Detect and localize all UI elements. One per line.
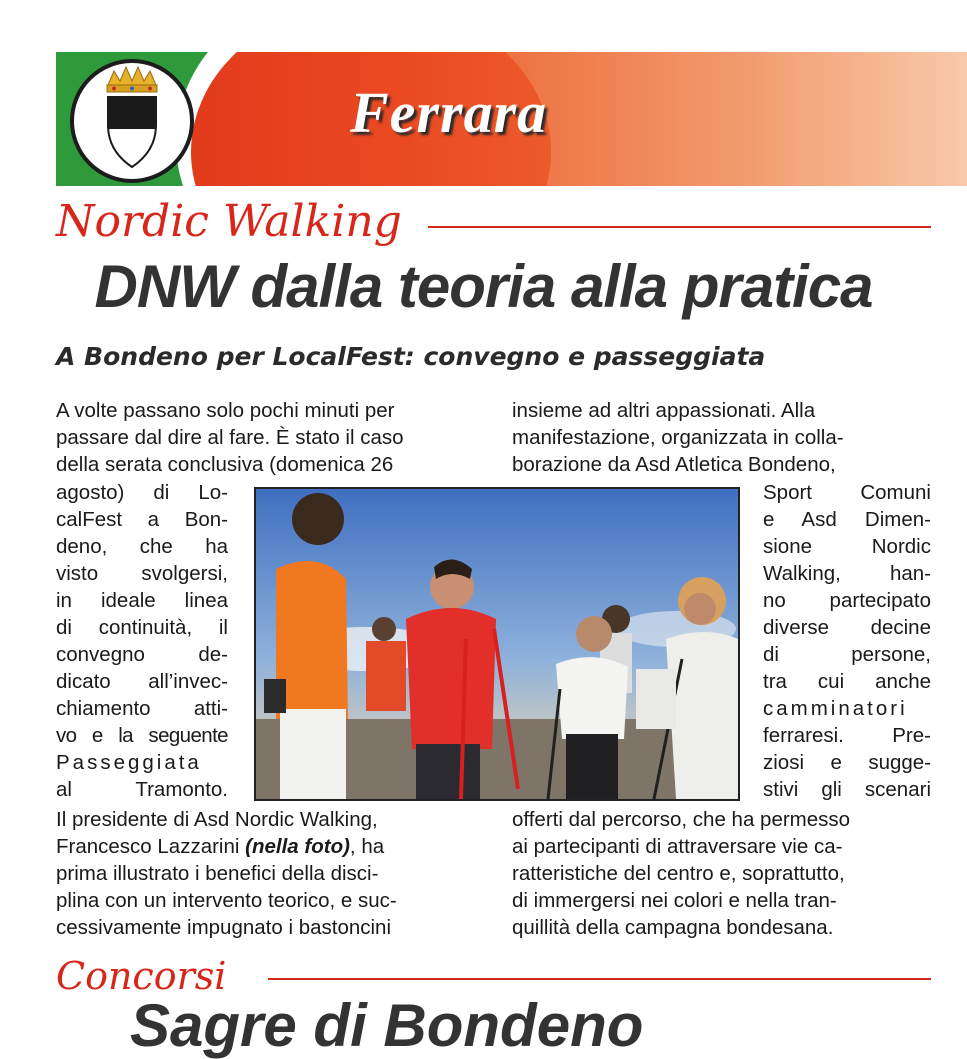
- text-line: vo e la seguente: [56, 724, 228, 747]
- text-line: Sport Comuni: [763, 481, 931, 504]
- text-line: A volte passano solo pochi minuti per: [56, 399, 395, 422]
- text-line: diverse decine: [763, 616, 931, 639]
- article-photo: [254, 487, 740, 801]
- text-line: della serata conclusiva (domenica 26: [56, 453, 394, 476]
- next-section-kicker: Concorsi: [56, 954, 227, 998]
- text-line: in ideale linea: [56, 589, 228, 612]
- text-line: deno, che ha: [56, 535, 228, 558]
- next-section-rule: [268, 978, 931, 980]
- text-line: agosto) di Lo-: [56, 481, 228, 504]
- section-kicker: Nordic Walking: [56, 196, 402, 247]
- text-line: quillità della campagna bondesana.: [512, 916, 834, 939]
- text-line: ferraresi. Pre-: [763, 724, 931, 747]
- text-line: chiamento atti-: [56, 697, 228, 720]
- text-line: al Tramonto.: [56, 778, 228, 801]
- text-line: borazione da Asd Atletica Bondeno,: [512, 453, 836, 476]
- next-headline-cut: Sagre di Bondeno: [130, 992, 644, 1059]
- text-line: Walking, han-: [763, 562, 931, 585]
- text-line: insieme ad altri appassionati. Alla: [512, 399, 816, 422]
- text-line: ziosi e sugge-: [763, 751, 931, 774]
- text-line: di persone,: [763, 643, 931, 666]
- article-subhead: A Bondeno per LocalFest: convegno e passeggiata: [56, 342, 766, 371]
- text-line: Il presidente di Asd Nordic Walking,: [56, 808, 378, 831]
- text-line: ai partecipanti di attraversare vie ca-: [512, 835, 843, 858]
- text-line: calFest a Bon-: [56, 508, 228, 531]
- text-line: visto svolgersi,: [56, 562, 228, 585]
- text-line: sione Nordic: [763, 535, 931, 558]
- text-line: convegno de-: [56, 643, 228, 666]
- text-line: no partecipato: [763, 589, 931, 612]
- person-name: Francesco Lazzarini: [56, 835, 240, 858]
- text-line: di immergersi nei colori e nella tran-: [512, 889, 837, 912]
- text-line: manifestazione, organizzata in colla-: [512, 426, 844, 449]
- text-line: stivi gli scenari: [763, 778, 931, 801]
- text-line: e Asd Dimen-: [763, 508, 931, 531]
- photo-caption-ref: (nella foto): [245, 835, 350, 858]
- ferrara-coat-of-arms-icon: [70, 59, 194, 183]
- text-line: dicato all’invec-: [56, 670, 228, 693]
- city-title: Ferrara: [350, 80, 548, 145]
- article-headline: DNW dalla teoria alla pratica: [94, 253, 873, 320]
- text-line: [56, 833, 384, 860]
- section-rule: [428, 226, 931, 228]
- text-line: plina con un intervento teorico, e suc-: [56, 889, 397, 912]
- text-line: cessivamente impugnato i bastoncini: [56, 916, 392, 939]
- text-fragment: , ha: [349, 835, 385, 858]
- text-line: prima illustrato i benefici della disci-: [56, 862, 379, 885]
- text-line: passare dal dire al fare. È stato il caso: [56, 426, 404, 449]
- text-line: tra cui anche: [763, 670, 931, 693]
- text-line: camminatori: [763, 697, 908, 720]
- text-line: ratteristiche del centro e, soprattutto,: [512, 862, 845, 885]
- text-line: Passeggiata: [56, 751, 202, 774]
- text-line: di continuità, il: [56, 616, 228, 639]
- text-line: offerti dal percorso, che ha permesso: [512, 808, 851, 831]
